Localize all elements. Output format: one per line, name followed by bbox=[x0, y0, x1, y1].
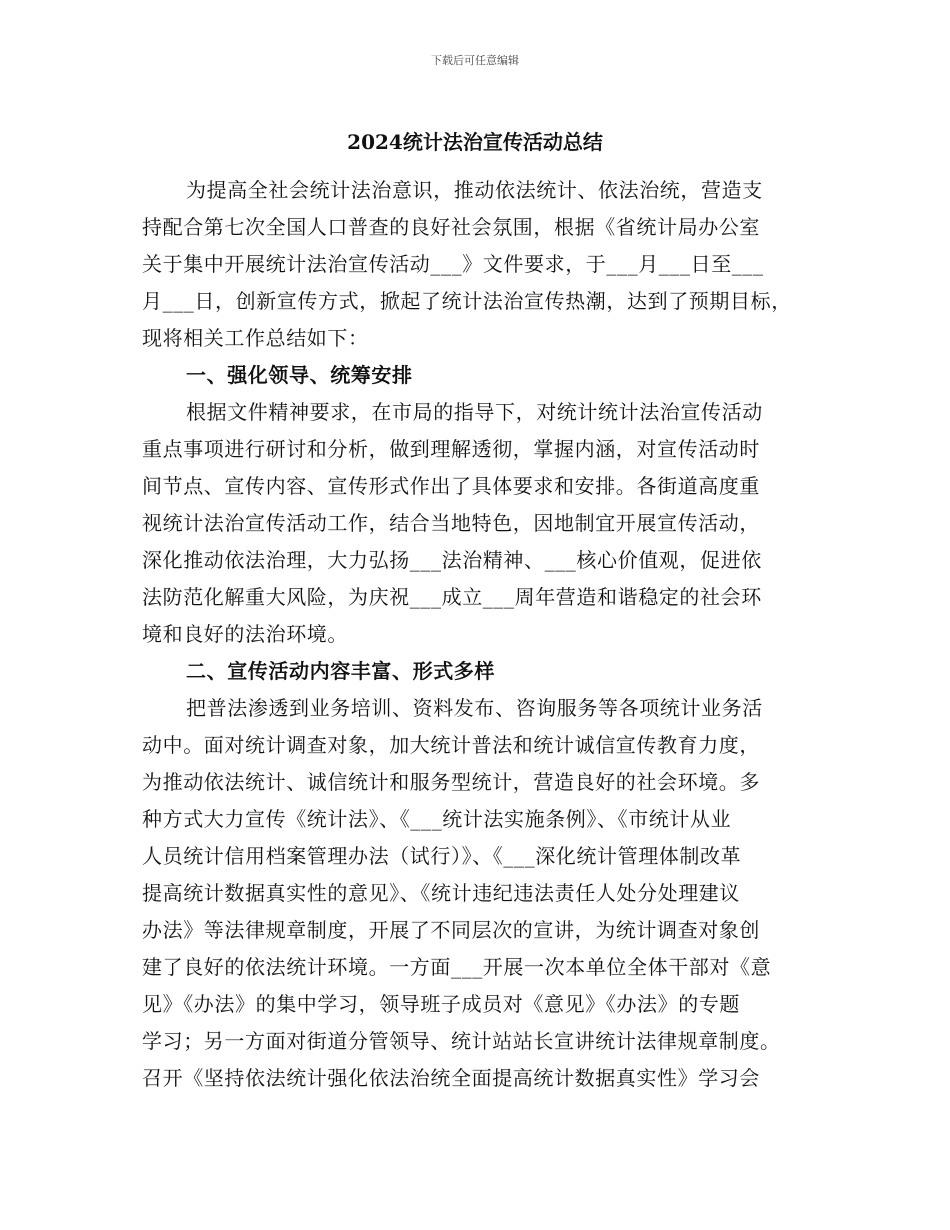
paragraph-line: 境和良好的法治环境。 bbox=[142, 622, 348, 646]
paragraph-line: 为提高全社会统计法治意识，推动依法统计、依法治统，营造支 bbox=[186, 178, 763, 202]
paragraph-line: 月___日，创新宣传方式，掀起了统计法治宣传热潮，达到了预期目标， bbox=[142, 289, 792, 313]
paragraph-line: 学习；另一方面对街道分管领导、统计站站长宣讲统计法律规章制度。 bbox=[142, 1029, 781, 1053]
paragraph-line: 关于集中开展统计法治宣传活动___》文件要求，于___月___日至___ bbox=[142, 252, 764, 276]
document-body bbox=[142, 172, 832, 1097]
paragraph-line: 重点事项进行研讨和分析，做到理解透彻，掌握内涵，对宣传活动时 bbox=[142, 437, 760, 461]
paragraph-line: 现将相关工作总结如下： bbox=[142, 326, 369, 350]
paragraph-line: 根据文件精神要求，在市局的指导下，对统计统计法治宣传活动 bbox=[186, 400, 763, 424]
paragraph-line: 为推动依法统计、诚信统计和服务型统计，营造良好的社会环境。多 bbox=[142, 770, 760, 794]
section-heading: 二、宣传活动内容丰富、形式多样 bbox=[186, 659, 495, 683]
paragraph-line: 持配合第七次全国人口普查的良好社会氛围，根据《省统计局办公室 bbox=[142, 215, 760, 239]
paragraph-line: 种方式大力宣传《统计法》、《___统计法实施条例》、《市统计从业 bbox=[142, 807, 732, 831]
paragraph-line: 人员统计信用档案管理办法（试行）》、《___深化统计管理体制改革 bbox=[142, 844, 742, 868]
paragraph-line: 召开《坚持依法统计强化依法治统全面提高统计数据真实性》学习会 bbox=[142, 1066, 760, 1090]
paragraph-line: 把普法渗透到业务培训、资料发布、咨询服务等各项统计业务活 bbox=[186, 696, 763, 720]
paragraph-line: 法防范化解重大风险，为庆祝___成立___周年营造和谐稳定的社会环 bbox=[142, 585, 762, 609]
section-heading: 一、强化领导、统筹安排 bbox=[186, 363, 413, 387]
paragraph-line: 建了良好的依法统计环境。一方面___开展一次本单位全体干部对《意 bbox=[142, 955, 772, 979]
paragraph-line: 提高统计数据真实性的意见》、《统计违纪违法责任人处分处理建议 bbox=[142, 881, 740, 905]
paragraph-line: 见》《办法》的集中学习，领导班子成员对《意见》《办法》的专题 bbox=[142, 992, 740, 1016]
header-note: 下载后可任意编辑 bbox=[431, 54, 519, 67]
paragraph-line: 间节点、宣传内容、宣传形式作出了具体要求和安排。各街道高度重 bbox=[142, 474, 760, 498]
document-title: 2024统计法治宣传活动总结 bbox=[347, 130, 603, 154]
paragraph-line: 深化推动依法治理，大力弘扬___法治精神、___核心价值观，促进依 bbox=[142, 548, 762, 572]
paragraph-line: 视统计法治宣传活动工作，结合当地特色，因地制宜开展宣传活动， bbox=[142, 511, 760, 535]
paragraph-line: 动中。面对统计调查对象，加大统计普法和统计诚信宣传教育力度， bbox=[142, 733, 760, 757]
paragraph-line: 办法》等法律规章制度，开展了不同层次的宣讲，为统计调查对象创 bbox=[142, 918, 760, 942]
